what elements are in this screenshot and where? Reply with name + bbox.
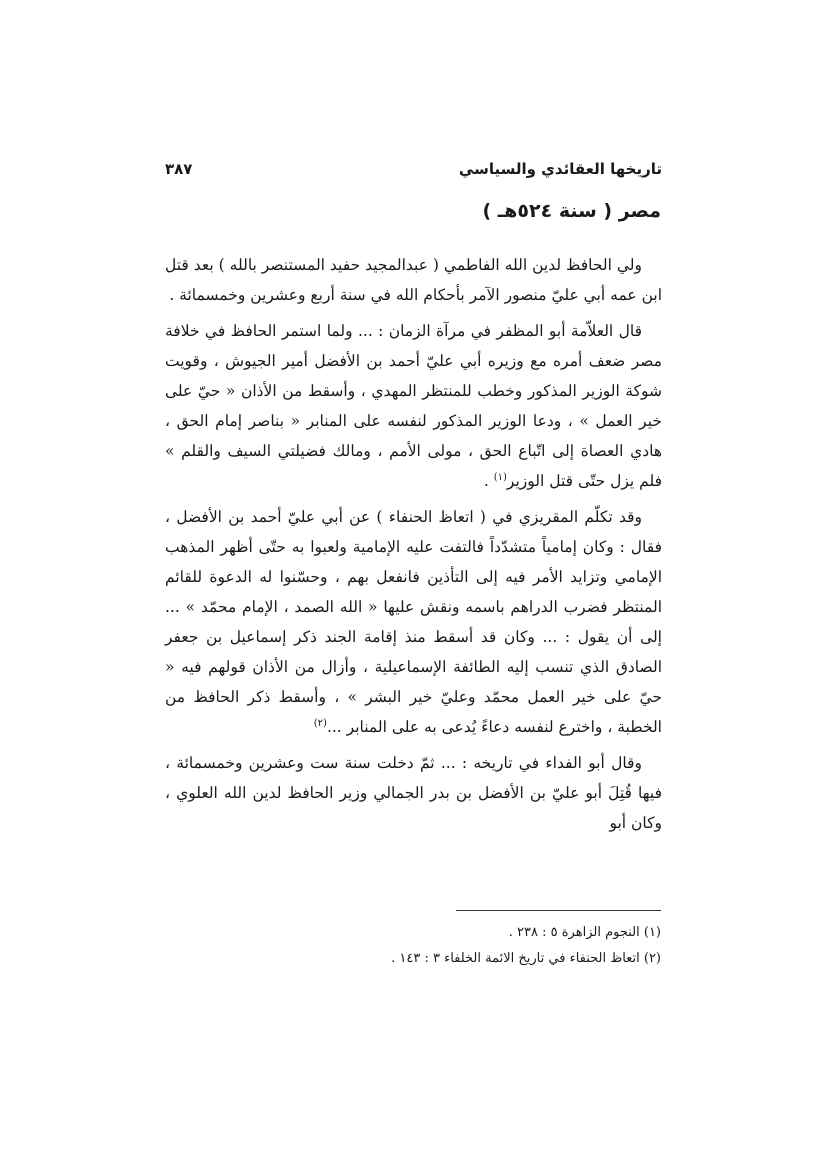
footnote-ref: (١) — [493, 471, 507, 483]
page-header — [165, 156, 662, 182]
paragraph-text: وقال أبو الفداء في تاريخه : ... ثمّ دخلت سنة ست وعشرين وخمسمائة ، فيها قُتِلَ أبو عليّ بن الأفضل بن بدر الجمالي وزير الحافظ لدين الله العلوي ، وكان أبو — [165, 754, 662, 832]
paragraph — [165, 502, 662, 742]
body-text — [165, 250, 662, 844]
running-title: تاريخها العقائدي والسياسي — [458, 160, 662, 178]
page-number: ٣٨٧ — [165, 160, 193, 178]
paragraph-tail: . — [483, 472, 494, 490]
section-title: مصر ( سنة ٥٢٤هـ ) — [482, 200, 661, 222]
footnote: (٢) اتعاظ الحنفاء في تاريخ الائمة الخلفاء ٣ : ١٤٣ . — [391, 951, 661, 966]
footnote: (١) النجوم الزاهرة ٥ : ٢٣٨ . — [508, 925, 661, 940]
paragraph — [165, 250, 662, 310]
footnote-ref: (٢) — [313, 717, 327, 729]
paragraph — [165, 316, 662, 496]
footnotes — [164, 920, 661, 972]
paragraph-text: وقد تكلّم المقريزي في ( اتعاظ الحنفاء ) عن أبي عليّ أحمد بن الأفضل ، فقال : وكان إمامياً متشدّداً فالتفت عليه الإمامية ولعبوا به حتّى أظهر المذهب الإمامي وتزايد الأمر فيه إلى التأذين فانفعل بهم ، وحسّنوا له الدعوة للقائم المنتظر فضرب الدراهم باسمه ونقش عليها « الله الصمد ، الإمام محمّد » ... إلى أن يقول : ... وكان قد أسقط منذ إقامة الجند ذكر إسماعيل بن جعفر الصادق الذي تنسب إليه الطائفة الإسماعيلية ، وأزال من الأذان قولهم فيه « حيّ على خير العمل محمّد وعليّ خير البشر » ، وأسقط ذكر الحافظ من الخطبة ، واخترع لنفسه دعاءً يُدعى به على المنابر ... — [165, 508, 662, 736]
paragraph-text: قال العلاّمة أبو المظفر في مرآة الزمان : ... ولما استمر الحافظ في خلافة مصر ضعف أمره مع وزيره أبي عليّ أحمد بن الأفضل أمير الجيوش ، وقويت شوكة الوزير المذكور وخطب للمنتظر المهدي ، وأسقط من الأذان « حيّ على خير العمل » ، ودعا الوزير المذكور لنفسه على المنابر « بناصر إمام الحق ، هادي العصاة إلى اتّباع الحق ، مولى الأمم ، ومالك فضيلتي السيف والقلم » فلم يزل حتّى قتل الوزير — [165, 322, 662, 490]
footnote-divider — [456, 910, 661, 911]
paragraph-text: ولي الحافظ لدين الله الفاطمي ( عبدالمجيد حفيد المستنصر بالله ) بعد قتل ابن عمه أبي عليّ منصور الآمر بأحكام الله في سنة أربع وعشرين وخمسمائة . — [165, 256, 662, 304]
paragraph — [165, 748, 662, 838]
